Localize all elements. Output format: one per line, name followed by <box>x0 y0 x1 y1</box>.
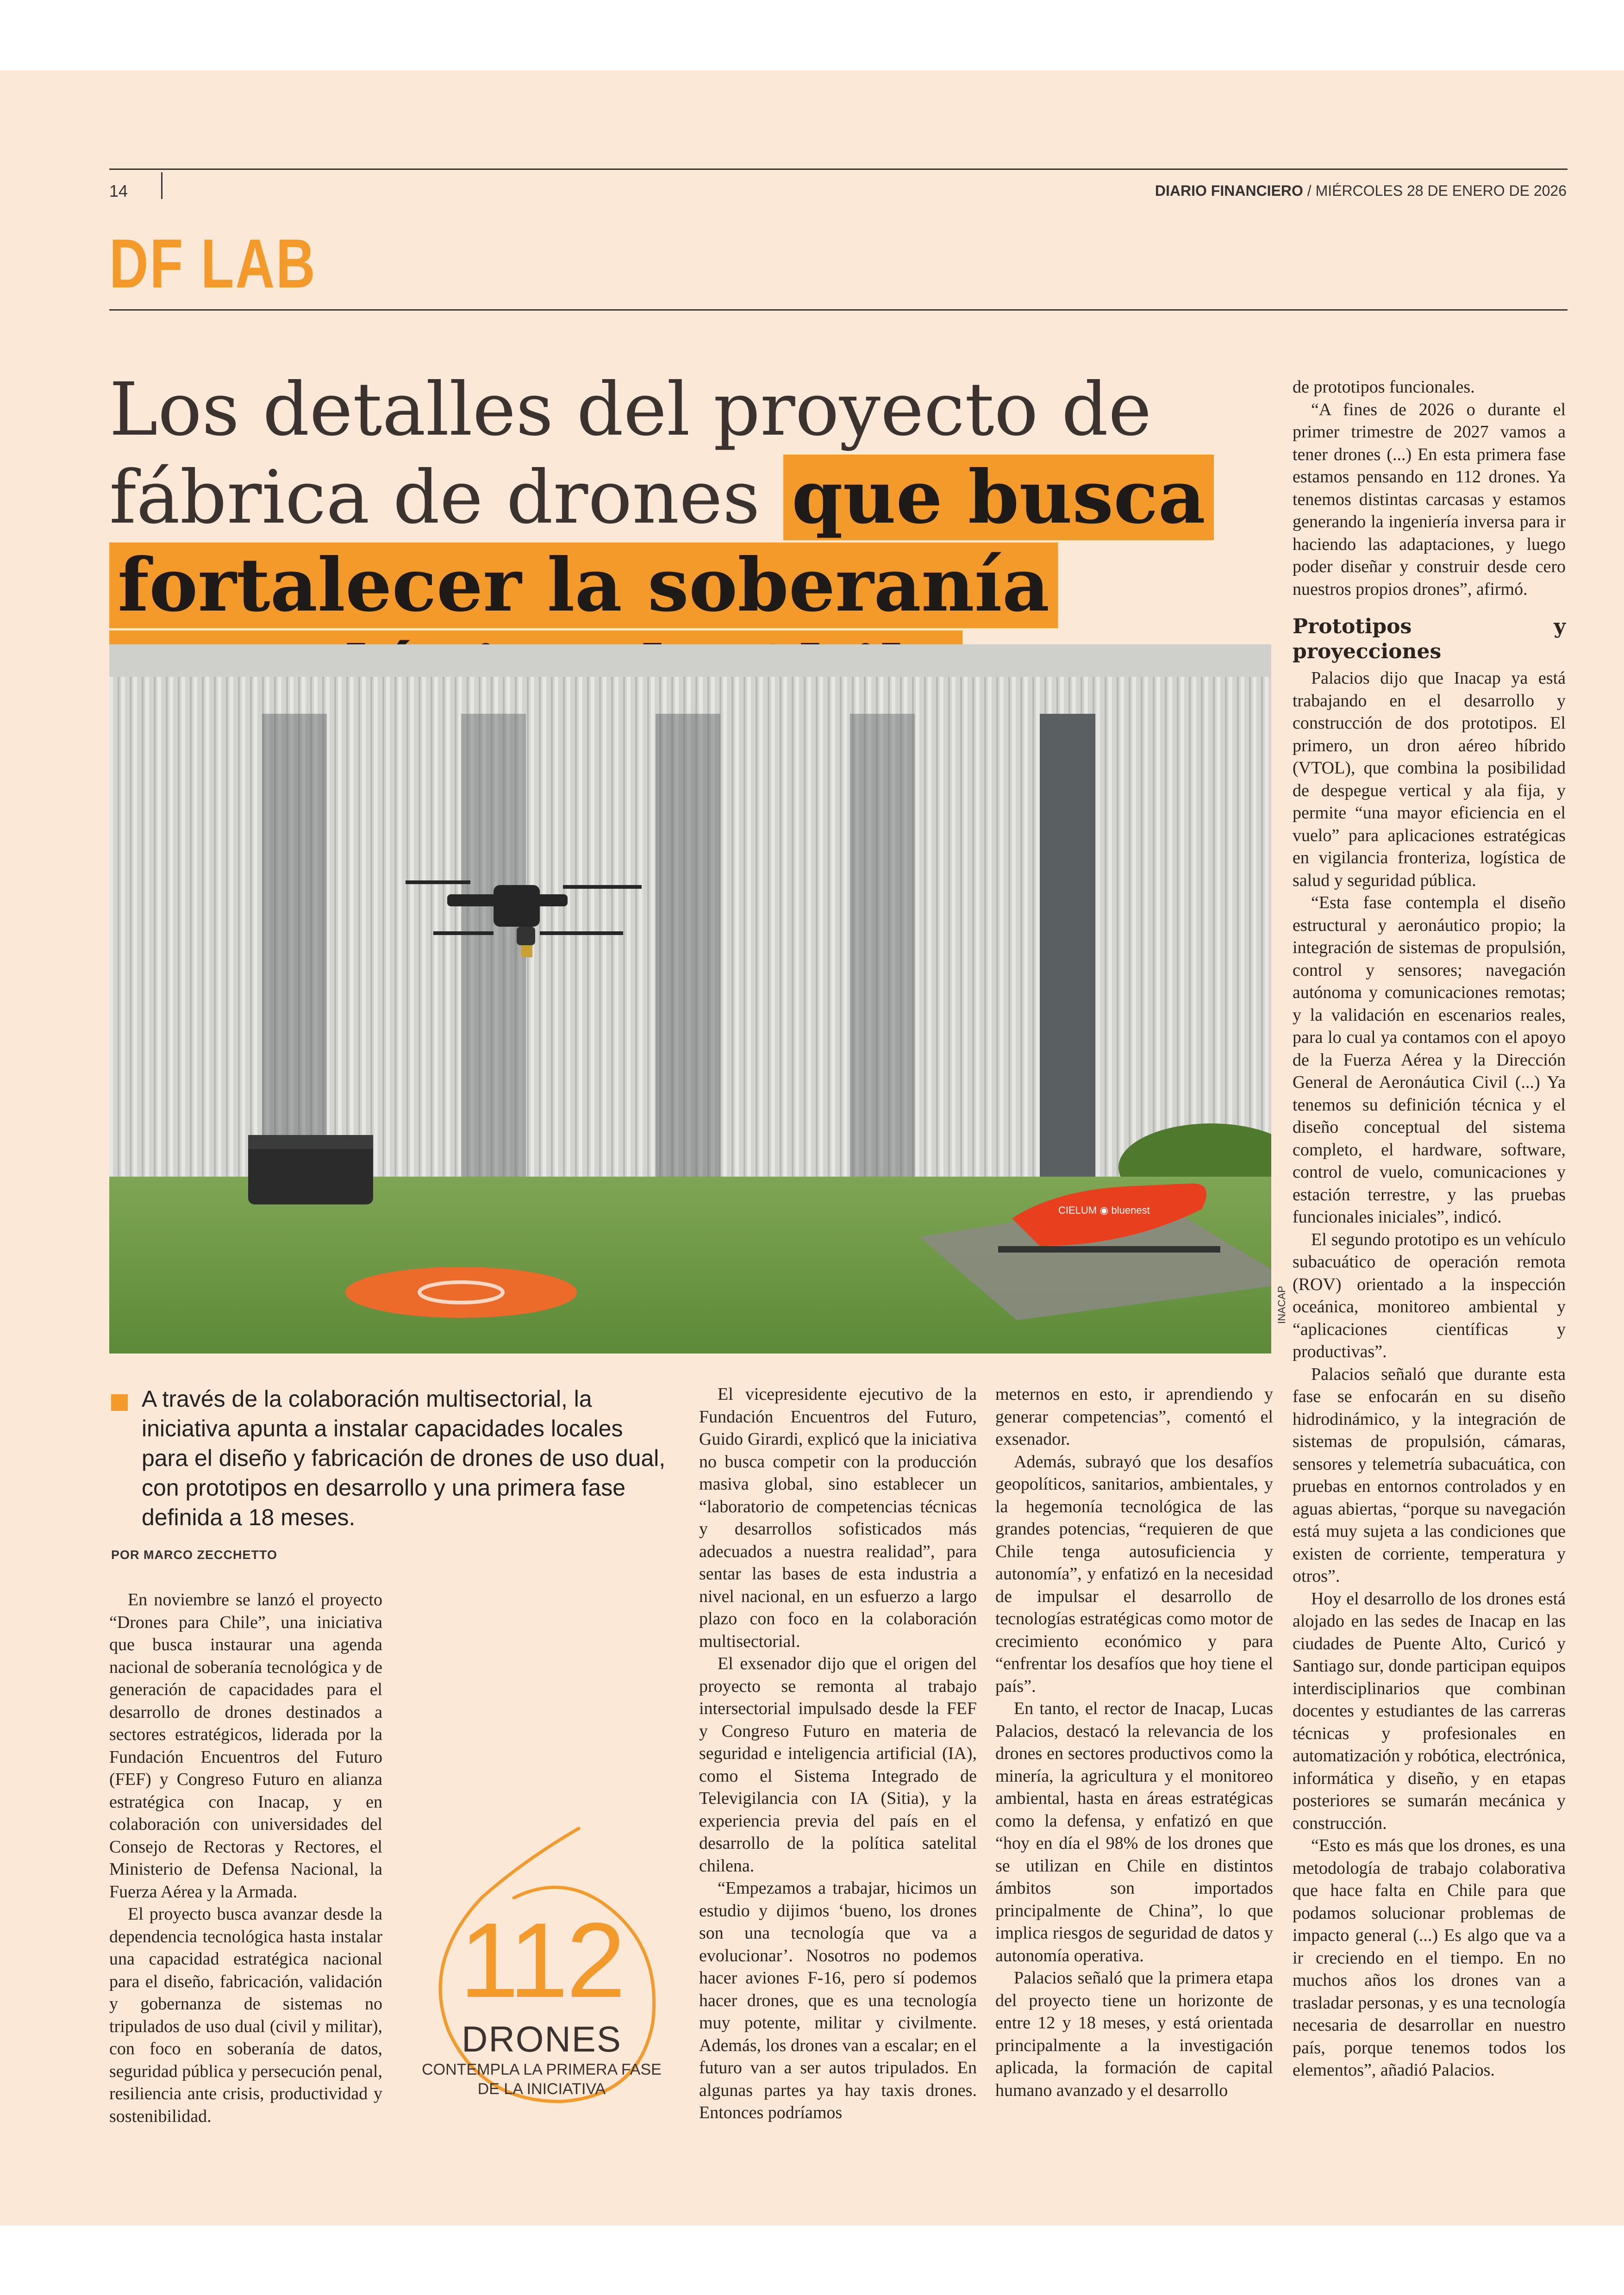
paragraph: Hoy el desarrollo de los drones está alojado en las sedes de Inacap en las ciudades de Puente Alto, Curicó y Santiago sur, donde participan equipos interdisciplinarios que combinan docentes y estudiantes de las carreras técnicas y profesionales en automatización y robótica, electrónica, informática y diseño, y en etapas posteriores se sumarán mecánica y construcción. <box>1293 1589 1566 1833</box>
section-rule <box>109 309 1568 311</box>
paragraph: El vicepresidente ejecutivo de la Fundación Encuentros del Futuro, Guido Girardi, explicó que la iniciativa no busca competir con la producción masiva global, sino establecer un “laboratorio de competencias técnicas y desarrollos sofisticados más adecuados a nuestra realidad”, para sentar las bases de esta industria a nivel nacional, en un esfuerzo a largo plazo con foco en la colaboración multisectorial. <box>699 1384 977 1651</box>
headline-plain: Los detalles del proyecto de fábrica de drones <box>109 367 1152 540</box>
byline: POR MARCO ZECCHETTO <box>111 1548 278 1562</box>
paragraph: meternos en esto, ir aprendiendo y generar competencias”, comentó el exsenador. <box>995 1384 1273 1449</box>
photo-credit: INACAP <box>1276 1286 1287 1324</box>
article-column-3 <box>995 1383 1273 2102</box>
equipment-case <box>248 1135 373 1204</box>
paragraph: “Esta fase contempla el diseño estructural y aeronáutico propio; la integración de sistemas de propulsión, control y sensores; navegación autónoma y comunicaciones remotas; y la validación en escenarios reales, para lo cual ya contamos con el apoyo de la Fuerza Aérea y la Dirección General de Aeronáutica Civil (...) Ya tenemos su definición técnica y el diseño conceptual del sistema completo, el hardware, software, control de vuelo, comunicaciones y estación terrestre, y las pruebas funcionales iniciales”, indicó. <box>1293 893 1566 1227</box>
article-lead: A través de la colaboración multisectorial, la iniciativa apunta a instalar capacidades locales para el diseño y fabricación de drones de uso dual, con prototipos en desarrollo y una primera fase definida a 18 meses. <box>142 1386 666 1530</box>
lead-bullet-icon <box>111 1394 128 1411</box>
paragraph: Palacios señaló que durante esta fase se enfocarán en su diseño hidrodinámico, y la integración de sistemas de propulsión, cámaras, sensores y telemetría subacuática, con pruebas en entornos controlados y en aguas abiertas, “porque su navegación está muy sujeta a las condiciones que existen de corriente, temperatura y otros”. <box>1293 1364 1566 1586</box>
stat-unit: DRONES <box>462 2019 622 2059</box>
article-column-1 <box>109 1589 382 2127</box>
page-number-separator <box>161 172 162 199</box>
paragraph: El segundo prototipo es un vehículo subacuático de operación remota (ROV) orientado a la inspección oceánica, monitoreo ambiental y “aplicaciones científicas y productivas”. <box>1293 1229 1566 1361</box>
paragraph: Palacios dijo que Inacap ya está trabajando en el desarrollo y construcción de dos prototipos. El primero, un dron aéreo híbrido (VTOL), que combina la posibilidad de despegue vertical y ala fija, y permite “una mayor eficiencia en el vuelo” para aplicaciones estratégicas en vigilancia fronteriza, logística de salud y seguridad pública. <box>1293 668 1566 890</box>
paragraph: Palacios señaló que la primera etapa del proyecto tiene un horizonte de entre 12 y 18 meses, y está orientada principalmente a la investigación aplicada, la formación de capital humano avanzado y el desarrollo <box>995 1968 1273 2100</box>
masthead <box>1155 182 1567 200</box>
subheading: Prototipos y proyecciones <box>1293 615 1566 663</box>
paragraph: El proyecto busca avanzar desde la dependencia tecnológica hasta instalar una capacidad estratégica nacional para el diseño, fabricación, validación y gobernanza de sistemas no tripulados de uso dual (civil y militar), con foco en soberanía de datos, seguridad pública y persecución penal, resiliencia ante crisis, productividad y sostenibilidad. <box>109 1904 382 2126</box>
article-photo <box>109 644 1271 1353</box>
paragraph: “A fines de 2026 o durante el primer trimestre de 2027 vamos a tener drones (...) En esta primera fase estamos pensando en 112 drones. Ya tenemos distintas carcasas y estamos generando la ingeniería inversa para ir haciendo las adaptaciones, y luego poder diseñar y construir desde cero nuestros propios drones”, afirmó. <box>1293 399 1566 599</box>
landing-pad <box>345 1267 577 1318</box>
paragraph: de prototipos funcionales. <box>1293 377 1475 397</box>
drone-photo-illustration <box>109 644 1271 1353</box>
paragraph: El exsenador dijo que el origen del proyecto se remonta al trabajo intersectorial impulsado desde la FEF y Congreso Futuro en materia de seguridad e inteligencia artificial (IA), como el Sistema Integrado de Televigilancia con IA (Sitia), y la experiencia previa del país en el desarrollo de la política satelital chilena. <box>699 1654 977 1876</box>
paragraph: En noviembre se lanzó el proyecto “Drones para Chile”, una iniciativa que busca instaurar una agenda nacional de soberanía tecnológica y de generación de capacidades para el desarrollo de drones destinados a sectores estratégicos, liderada por la Fundación Encuentros del Futuro (FEF) y Congreso Futuro en alianza estratégica con Inacap, y en colaboración con universidades del Consejo de Rectoras y Rectores, el Ministerio de Defensa Nacional, la Fuerza Aérea y la Armada. <box>109 1590 382 1902</box>
article-column-4 <box>1293 376 1566 2082</box>
page-number: 14 <box>109 181 128 200</box>
building-facade <box>109 644 1271 1200</box>
header-rule <box>109 168 1568 170</box>
article-column-2 <box>699 1383 977 2124</box>
stat-description: CONTEMPLA LA PRIMERA FASE DE LA INICIATIVA <box>422 2061 662 2098</box>
stat-number: 112 <box>459 1901 624 2020</box>
newspaper-name: DIARIO FINANCIERO <box>1155 182 1303 199</box>
paragraph: “Empezamos a trabajar, hicimos un estudio y dijimos ‘bueno, los drones son una tecnología que va a evolucionar’. Nosotros no podemos hacer aviones F-16, pero sí podemos hacer drones, que es una tecnología muy potente, militar y civilmente. Además, los drones van a escalar; en el futuro van a ser autos tripulados. En algunas partes ya hay taxis drones. Entonces podríamos <box>699 1878 977 2122</box>
paragraph: “Esto es más que los drones, es una metodología de trabajo colaborativa que hace falta en Chile para que podamos solucionar problemas de impacto general (...) Es algo que va a ir creciendo en el tiempo. En no muchos años los drones van a trasladar personas, y es una tecnología necesaria de desarrollar en nuestro país, porque tenemos todos los elementos”, añadió Palacios. <box>1293 1836 1566 2080</box>
top-margin <box>0 0 1624 70</box>
paragraph: Además, subrayó que los desafíos geopolíticos, sanitarios, ambientales, y la hegemonía tecnológica de las grandes potencias, “requieren de que Chile tenga autosuficiencia y autonomía”, y enfatizó en la necesidad de impulsar el desarrollo de tecnologías estratégicas como motor de crecimiento económico y para “enfrentar los desafíos que hoy tiene el país”. <box>995 1452 1273 1696</box>
section-title: DF LAB <box>109 225 317 302</box>
svg-text:CIELUM ◉ bluenest: CIELUM ◉ bluenest <box>1058 1204 1150 1216</box>
bottom-margin <box>0 2226 1624 2295</box>
headline-highlight: que busca fortalecer la soberanía <box>109 455 1214 716</box>
issue-date: / MIÉRCOLES 28 DE ENERO DE 2026 <box>1303 182 1567 199</box>
stat-callout <box>421 1824 662 2115</box>
paragraph: En tanto, el rector de Inacap, Lucas Palacios, destacó la relevancia de los drones en sectores productivos como la minería, la agricultura y el monitoreo ambiental, hasta en áreas estratégicas como la defensa, y enfatizó en que “hoy en día el 98% de los drones que se utilizan en Chile en distintos ámbitos son importados principalmente de China”, lo que implica riesgos de seguridad de datos y autonomía operativa. <box>995 1699 1273 1965</box>
